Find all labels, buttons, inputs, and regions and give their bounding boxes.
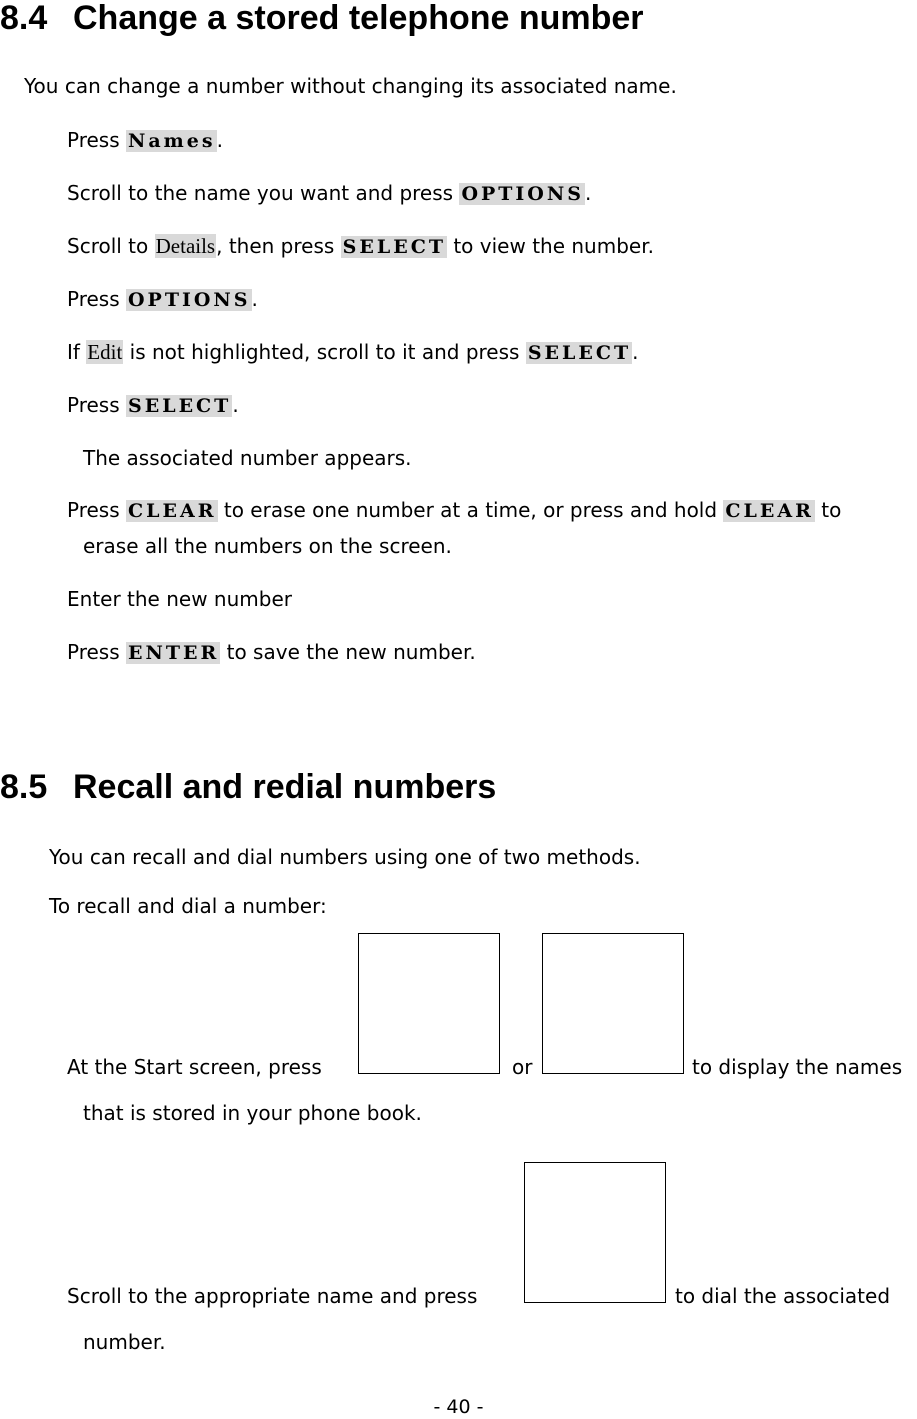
key-label: CLEAR: [128, 500, 217, 522]
step-dial-continued: number.: [83, 1330, 166, 1354]
step-press-names: Press Names.: [67, 128, 223, 152]
key-label: CLEAR: [725, 500, 814, 522]
section-heading-8-4: [0, 0, 644, 38]
menu-item-label: Details: [155, 234, 216, 258]
section-title: Recall and redial numbers: [73, 768, 497, 806]
step-start-screen-text: At the Start screen, press: [67, 1055, 322, 1079]
key-label: OPTIONS: [461, 183, 584, 205]
intro-text: You can change a number without changing its associated name.: [24, 74, 677, 98]
step-display-names-text: to display the names: [692, 1055, 903, 1079]
key-label: SELECT: [527, 342, 632, 364]
key-label: SELECT: [128, 395, 232, 417]
step-start-continued: that is stored in your phone book.: [83, 1101, 422, 1125]
section-heading-8-5: [0, 767, 496, 807]
step-press-enter: Press ENTER to save the new number.: [67, 640, 476, 664]
section-number: 8.4: [0, 0, 48, 37]
menu-item-label: Edit: [87, 340, 123, 364]
key-image-placeholder: [542, 933, 684, 1074]
key-image-placeholder: [524, 1162, 666, 1303]
step-dial-text: to dial the associated: [675, 1284, 891, 1308]
key-label: SELECT: [342, 236, 446, 258]
key-label: ENTER: [128, 642, 220, 664]
step-edit: If Edit is not highlighted, scroll to it and press SELECT.: [67, 340, 639, 364]
step-press-clear: Press CLEAR to erase one number at a time, or press and hold CLEAR to: [67, 498, 842, 522]
step-scroll-details: Scroll to Details, then press SELECT to view the number.: [67, 234, 654, 258]
key-label: OPTIONS: [128, 289, 251, 311]
page-number: - 40 -: [433, 1396, 484, 1418]
step-enter-new-number: Enter the new number: [67, 587, 292, 611]
step-or-text: or: [512, 1055, 533, 1079]
recall-intro-text: You can recall and dial numbers using one of two methods.: [49, 845, 641, 869]
recall-subheading: To recall and dial a number:: [49, 894, 327, 918]
step-clear-continued: erase all the numbers on the screen.: [83, 534, 452, 558]
step-press-options: Press OPTIONS.: [67, 287, 258, 311]
step-press-select: Press SELECT.: [67, 393, 239, 417]
section-title: Change a stored telephone number: [73, 0, 644, 37]
key-image-placeholder: [358, 933, 500, 1074]
step-scroll-name: Scroll to the name you want and press OPTIONS.: [67, 181, 592, 205]
step-result-text: The associated number appears.: [83, 446, 412, 470]
step-scroll-appropriate-text: Scroll to the appropriate name and press: [67, 1284, 478, 1308]
key-label: Names: [128, 130, 216, 152]
section-number: 8.5: [0, 768, 48, 806]
